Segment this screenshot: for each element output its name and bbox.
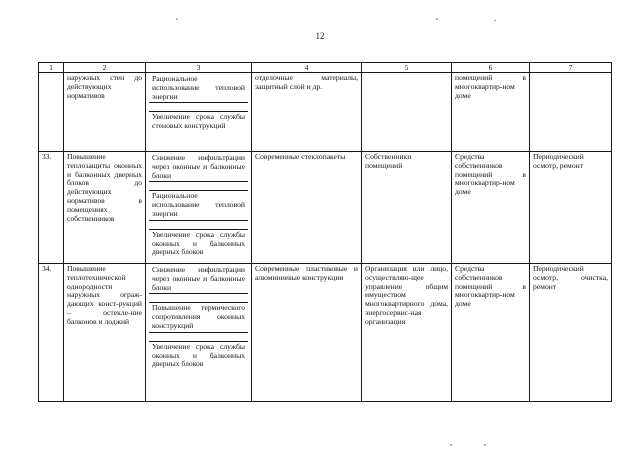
- header-cell: 2: [64, 63, 146, 73]
- effect-item: Снижение инфильтрации через оконные и балконные блоки: [149, 265, 248, 294]
- effect-item: Увеличение срока службы стеновых конструкций: [149, 111, 248, 132]
- effect-item: Увеличение срока службы оконных и балконных дверных блоков: [149, 341, 248, 370]
- maintenance-cell: Периодический осмотр, ремонт: [530, 152, 612, 264]
- row-number-cell: 33.: [39, 152, 64, 264]
- funding-cell: помещений в многоквартир-ном доме: [452, 73, 530, 152]
- header-cell: 5: [362, 63, 452, 73]
- header-cell: 3: [146, 63, 252, 73]
- scan-speck: [494, 20, 496, 21]
- executor-cell: Организация или лицо, осуществляю-щее управление общим имуществом многоквартирного дома, энергосервис-ная организация: [362, 264, 452, 402]
- funding-cell: Средства собственников помещений в многоквартир-ном доме: [452, 264, 530, 402]
- measures-table: [38, 62, 612, 402]
- row-number-cell: 34.: [39, 264, 64, 402]
- table-row-continuation: [39, 73, 612, 152]
- effect-item: Увеличение срока службы оконных и балконных дверных блоков: [149, 229, 248, 258]
- measure-cell: наружных стен до действующих нормативов: [64, 73, 146, 152]
- effect-cell: [146, 264, 252, 402]
- materials-cell: Современные стеклопакеты: [252, 152, 362, 264]
- funding-cell: Средства собственников помещений в многоквартир-ном доме: [452, 152, 530, 264]
- measure-cell: Повышение теплотехнической однородности наружных ограж-дающих конст-рукций – остекле-ние балконов и лоджий: [64, 264, 146, 402]
- table-row-34: [39, 264, 612, 402]
- executor-cell: [362, 73, 452, 152]
- effect-item: Рациональное использование тепловой энергии: [149, 74, 248, 103]
- page-number: 12: [315, 31, 325, 41]
- materials-cell: отделочные материалы, защитный слой и др.: [252, 73, 362, 152]
- effect-item: Снижение инфильтрации через оконные и балконные блоки: [149, 153, 248, 182]
- row-number-cell: [39, 73, 64, 152]
- effect-cell: [146, 152, 252, 264]
- measure-cell: Повышение теплозащиты оконных и балконных дверных блоков до действующих нормативов в помещениях собственников: [64, 152, 146, 264]
- header-cell: 1: [39, 63, 64, 73]
- materials-cell: Современные пластиковые и алюминиевые конструкции: [252, 264, 362, 402]
- header-cell: 6: [452, 63, 530, 73]
- scan-speck: [484, 444, 486, 446]
- table-header-row: [39, 63, 612, 73]
- scan-speck: [450, 444, 452, 446]
- effect-item: Повышение термического сопротивления оконных конструкций: [149, 302, 248, 332]
- table-row-33: [39, 152, 612, 264]
- header-cell: 7: [530, 63, 612, 73]
- maintenance-cell: Периодический осмотр, очистка, ремонт: [530, 264, 612, 402]
- effect-cell: [146, 73, 252, 152]
- executor-cell: Собственники помещений: [362, 152, 452, 264]
- header-cell: 4: [252, 63, 362, 73]
- scan-speck: [176, 18, 178, 20]
- scan-speck: [436, 18, 438, 20]
- effect-item: Рациональное использование тепловой энергии: [149, 190, 248, 220]
- maintenance-cell: [530, 73, 612, 152]
